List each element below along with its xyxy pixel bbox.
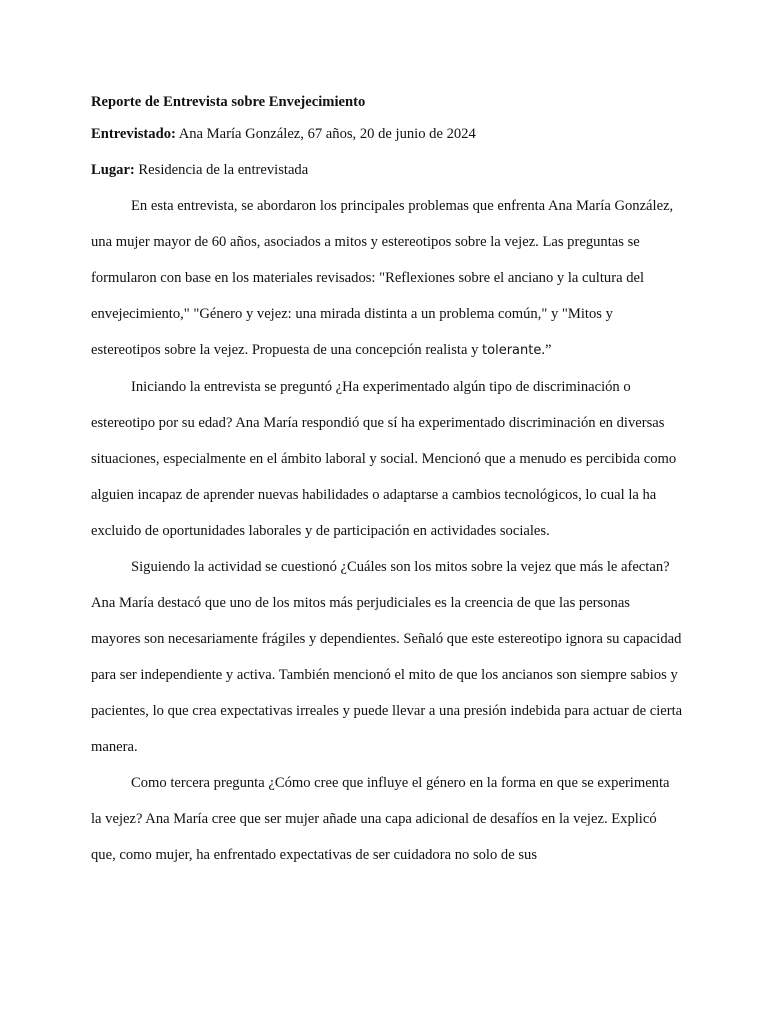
paragraph-intro-end: .” — [541, 342, 552, 358]
location-value: Residencia de la entrevistada — [134, 162, 309, 178]
paragraph-question-3: Como tercera pregunta ¿Cómo cree que influye el género en la forma en que se experimenta la vejez? Ana María cree que ser mujer añade una capa adicional de desafíos en la vejez. Explicó que, como mujer, ha enfrentado expectativas de ser cuidadora no solo de sus — [91, 775, 670, 863]
interviewee-value: Ana María González, 67 años, 20 de junio de 2024 — [175, 126, 476, 142]
paragraph-question-1: Iniciando la entrevista se preguntó ¿Ha experimentado algún tipo de discriminación o estereotipo por su edad? Ana María respondió que sí ha experimentado discriminación en diversas situaciones, especialmente en el ámbito laboral y social. Mencionó que a menudo es percibida como alguien incapaz de aprender nuevas habilidades o adaptarse a cambios tecnológicos, lo cual la ha excluido de oportunidades laborales y de participación en actividades sociales. — [91, 379, 677, 539]
paragraph-intro — [91, 188, 683, 369]
document-title: Reporte de Entrevista sobre Envejecimiento — [91, 94, 366, 110]
paragraph-intro-highlight: tolerante — [482, 343, 542, 358]
paragraph-intro-text: En esta entrevista, se abordaron los principales problemas que enfrenta Ana María González, una mujer mayor de 60 años, asociados a mitos y estereotipos sobre la vejez. Las preguntas se formularon con base en los materiales revisados: "Reflexiones sobre el anciano y la cultura del envejecimiento," "Género y vejez: una mirada distinta a un problema común," y "Mitos y estereotipos sobre la vejez. Propuesta de una concepción realista y — [91, 198, 674, 358]
interviewee-line — [91, 116, 683, 152]
interviewee-label: Entrevistado: — [91, 126, 176, 142]
location-line — [91, 152, 683, 188]
paragraph-question-2: Siguiendo la actividad se cuestionó ¿Cuáles son los mitos sobre la vejez que más le afectan? Ana María destacó que uno de los mitos más perjudiciales es la creencia de que las personas mayores son necesariamente frágiles y dependientes. Señaló que este estereotipo ignora su capacidad para ser independiente y activa. También mencionó el mito de que los ancianos son siempre sabios y pacientes, lo que crea expectativas irreales y puede llevar a una presión indebida para actuar de cierta manera. — [91, 559, 683, 755]
location-label: Lugar: — [91, 162, 135, 178]
document-page — [91, 88, 683, 873]
